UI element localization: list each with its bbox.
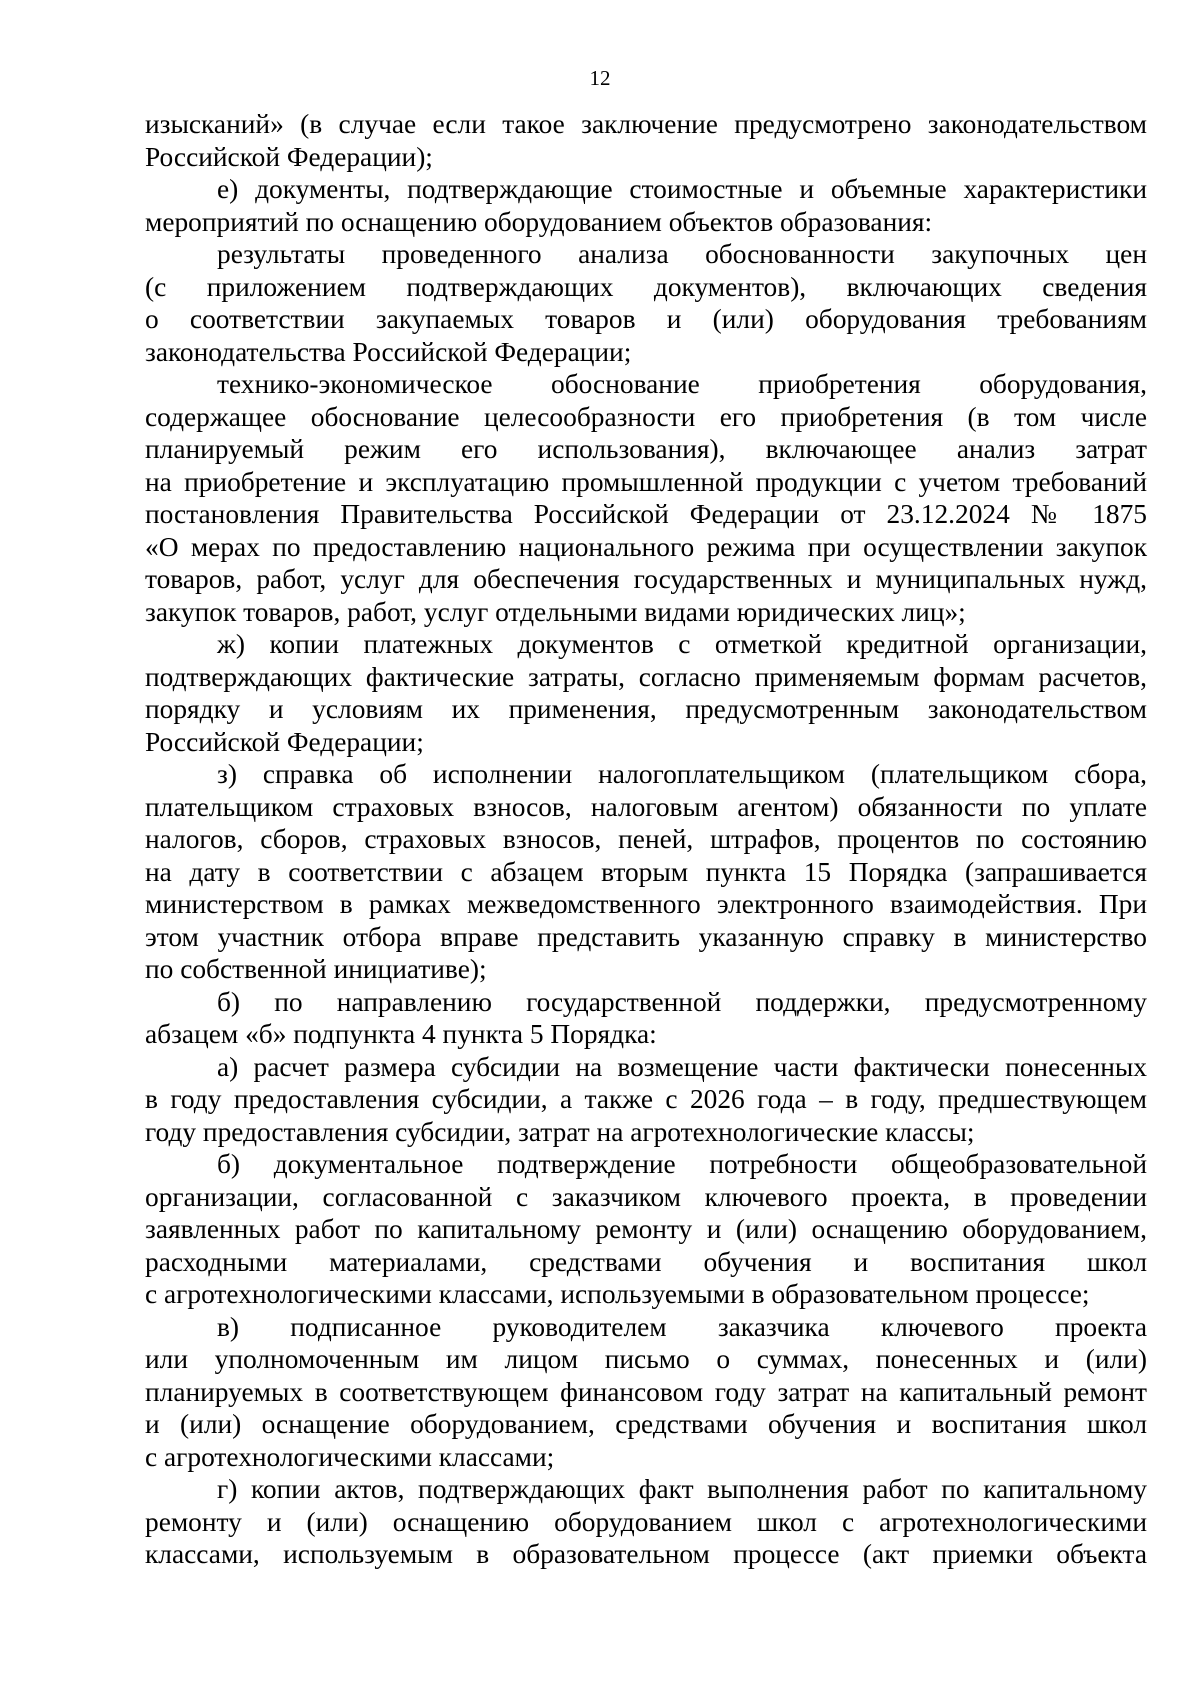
paragraph (145, 108, 1147, 173)
text-line: законодательства Российской Федерации; (145, 336, 632, 367)
text-line: ремонту и (или) оснащению оборудованием школ с агротехнологическими (145, 1506, 1147, 1537)
text-line: налогов, сборов, страховых взносов, пеней, штрафов, процентов по состоянию (145, 824, 1147, 854)
text-line: планируемый режим его использования), включающее анализ затрат (145, 434, 1147, 464)
document-body (145, 108, 1147, 1571)
text-line: этом участник отбора вправе представить указанную справку в министерство (145, 921, 1147, 952)
text-line: технико-экономическое обоснование приобретения оборудования, (217, 369, 1147, 399)
text-line: или уполномоченным им лицом письмо о суммах, понесенных и (или) (145, 1344, 1147, 1374)
text-line: с агротехнологическими классами; (145, 1441, 555, 1472)
text-line: в) подписанное руководителем заказчика ключевого проекта (217, 1311, 1147, 1342)
text-line: классами, используемым в образовательном процессе (акт приемки объекта (145, 1539, 1147, 1569)
text-line: а) расчет размера субсидии на возмещение части фактически понесенных (217, 1051, 1147, 1082)
text-line: абзацем «б» подпункта 4 пункта 5 Порядка: (145, 1019, 657, 1049)
text-line: организации, согласованной с заказчиком ключевого проекта, в проведении (145, 1181, 1147, 1212)
text-line: году предоставления субсидии, затрат на агротехнологические классы; (145, 1116, 975, 1147)
paragraph (145, 758, 1147, 986)
text-line: Российской Федерации); (145, 141, 433, 172)
text-line: Российской Федерации; (145, 726, 424, 757)
text-line: з) справка об исполнении налогоплательщиком (плательщиком сбора, (217, 759, 1147, 789)
page-number: 12 (589, 66, 611, 90)
paragraph (145, 1148, 1147, 1311)
text-line: е) документы, подтверждающие стоимостные и объемные характеристики (217, 174, 1147, 204)
text-line: (с приложением подтверждающих документов), включающих сведения (145, 271, 1147, 302)
text-line: закупок товаров, работ, услуг отдельными видами юридических лиц»; (145, 596, 966, 627)
text-line: заявленных работ по капитальному ремонту и (или) оснащению оборудованием, (145, 1214, 1147, 1244)
paragraph (145, 368, 1147, 628)
text-line: в году предоставления субсидии, а также с 2026 года – в году, предшествующем (145, 1084, 1147, 1114)
text-line: на приобретение и эксплуатацию промышленной продукции с учетом требований (145, 466, 1147, 497)
paragraph (145, 238, 1147, 368)
paragraph (145, 1473, 1147, 1571)
text-line: товаров, работ, услуг для обеспечения государственных и муниципальных нужд, (145, 564, 1147, 594)
text-line: б) по направлению государственной поддержки, предусмотренному (217, 986, 1147, 1017)
text-line: б) документальное подтверждение потребности общеобразовательной (217, 1149, 1147, 1179)
text-line: подтверждающих фактические затраты, согласно применяемым формам расчетов, (145, 661, 1147, 692)
paragraph (145, 173, 1147, 238)
text-line: содержащее обоснование целесообразности его приобретения (в том числе (145, 401, 1147, 432)
text-line: и (или) оснащение оборудованием, средствами обучения и воспитания школ (145, 1409, 1147, 1439)
paragraph (145, 628, 1147, 758)
text-line: планируемых в соответствующем финансовом году затрат на капитальный ремонт (145, 1376, 1147, 1407)
text-line: о соответствии закупаемых товаров и (или) оборудования требованиям (145, 304, 1147, 334)
paragraph (145, 986, 1147, 1051)
text-line: по собственной инициативе); (145, 954, 487, 984)
text-line: расходными материалами, средствами обучения и воспитания школ (145, 1246, 1147, 1277)
text-line: министерством в рамках межведомственного электронного взаимодействия. При (145, 889, 1147, 919)
text-line: постановления Правительства Российской Федерации от 23.12.2024 № 1875 (145, 499, 1147, 529)
text-line: на дату в соответствии с абзацем вторым пункта 15 Порядка (запрашивается (145, 856, 1147, 887)
text-line: порядку и условиям их применения, предусмотренным законодательством (145, 694, 1147, 724)
text-line: мероприятий по оснащению оборудованием объектов образования: (145, 206, 933, 237)
text-line: изысканий» (в случае если такое заключение предусмотрено законодательством (145, 109, 1147, 139)
paragraph (145, 1051, 1147, 1149)
paragraph (145, 1311, 1147, 1474)
text-line: результаты проведенного анализа обоснованности закупочных цен (217, 239, 1147, 269)
text-line: г) копии актов, подтверждающих факт выполнения работ по капитальному (217, 1474, 1147, 1504)
text-line: с агротехнологическими классами, используемыми в образовательном процессе; (145, 1279, 1090, 1309)
text-line: ж) копии платежных документов с отметкой кредитной организации, (217, 629, 1147, 659)
text-line: плательщиком страховых взносов, налоговым агентом) обязанности по уплате (145, 791, 1147, 822)
text-line: «О мерах по предоставлению национального режима при осуществлении закупок (145, 531, 1147, 562)
